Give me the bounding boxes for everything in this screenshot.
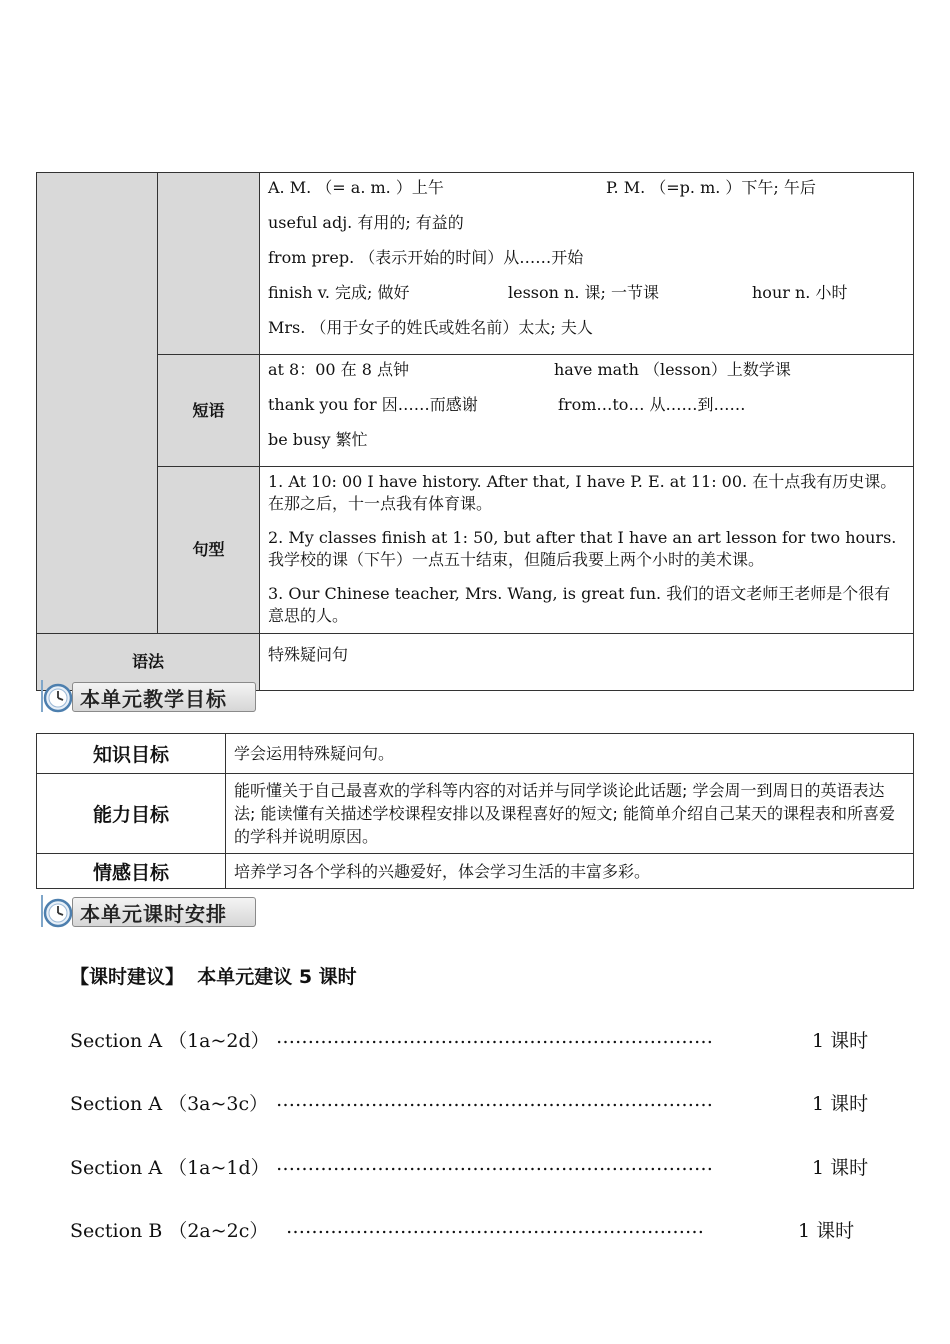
sentence-item: 2. My classes finish at 1: 50, but after that I have an art lesson for two hours. 我学校的课（下午）一点五十结束，但随后我要上两个小时的美术课。 [268, 528, 897, 569]
phrase-item: be busy 繁忙 [268, 430, 368, 449]
leader-dots: …………………………………………………………… [276, 1153, 713, 1175]
words-content [260, 173, 914, 355]
unit-category-cell [37, 173, 158, 634]
word-item: from prep. （表示开始的时间）从……开始 [268, 248, 584, 267]
phrase-item: from…to… 从……到…… [558, 395, 746, 414]
word-item: Mrs. （用于女子的姓氏或姓名前）太太; 夫人 [268, 318, 593, 337]
schedule-heading: 【课时建议】 本单元建议 5 课时 [70, 966, 357, 988]
goal-label: 知识目标 [37, 734, 226, 774]
leader-dots: …………………………………………………………… [276, 1089, 713, 1111]
sentences-content [260, 467, 914, 634]
goal-row [37, 734, 914, 774]
phrases-label: 短语 [158, 355, 260, 467]
phrase-line [268, 357, 905, 392]
schedule-item [70, 1026, 869, 1053]
leader-dots: ………………………………………………………… [286, 1216, 704, 1238]
clock-icon [36, 678, 76, 714]
grammar-label: 语法 [37, 634, 260, 691]
schedule-item-hours: 1 课时 [798, 1220, 855, 1242]
goals-banner [36, 678, 256, 714]
word-item: P. M. （=p. m. ）下午; 午后 [606, 178, 816, 197]
word-line [268, 210, 905, 245]
words-category-cell [158, 173, 260, 355]
sentences-label: 句型 [158, 467, 260, 634]
leader-dots: …………………………………………………………… [276, 1026, 713, 1048]
word-item: finish v. 完成; 做好 [268, 283, 410, 302]
goals-banner-title: 本单元教学目标 [80, 687, 227, 711]
schedule-item [70, 1089, 869, 1116]
schedule-item-hours: 1 课时 [812, 1093, 869, 1115]
phrases-content [260, 355, 914, 467]
phrase-line [268, 427, 905, 462]
goal-row [37, 774, 914, 854]
schedule-banner-title: 本单元课时安排 [80, 902, 227, 926]
phrase-line [268, 392, 905, 427]
word-item: hour n. 小时 [752, 283, 848, 302]
goal-text: 能听懂关于自己最喜欢的学科等内容的对话并与同学谈论此话题; 学会周一到周日的英语表达法; 能读懂有关描述学校课程安排以及课程喜好的短文; 能简单介绍自己某天的课程表和所喜爱的学科并说明原因。 [226, 774, 914, 854]
sentence-item: 1. At 10: 00 I have history. After that, I have P. E. at 11: 00. 在十点我有历史课。在那之后，十一点我有体育课。 [268, 472, 897, 513]
word-line [268, 280, 905, 315]
goal-label: 能力目标 [37, 774, 226, 854]
schedule-item-name: Section A （1a~1d） [70, 1157, 270, 1179]
word-item: A. M. （= a. m. ）上午 [268, 178, 444, 197]
goal-text: 培养学习各个学科的兴趣爱好，体会学习生活的丰富多彩。 [226, 854, 914, 889]
vocabulary-table [36, 172, 914, 691]
schedule-item-hours: 1 课时 [812, 1157, 869, 1179]
word-line [268, 315, 905, 350]
schedule-item [70, 1216, 855, 1243]
word-line [268, 175, 905, 210]
goal-label: 情感目标 [37, 854, 226, 889]
phrase-item: have math （lesson）上数学课 [554, 360, 791, 379]
phrase-item: at 8：00 在 8 点钟 [268, 360, 410, 379]
schedule-banner [36, 893, 256, 929]
sentence-item: 3. Our Chinese teacher, Mrs. Wang, is great fun. 我们的语文老师王老师是个很有意思的人。 [268, 584, 891, 625]
word-item: lesson n. 课; 一节课 [508, 283, 659, 302]
phrase-item: thank you for 因……而感谢 [268, 395, 478, 414]
schedule-item-name: Section B （2a~2c） [70, 1220, 269, 1242]
goals-table [36, 733, 914, 889]
goal-row [37, 854, 914, 889]
schedule-item-name: Section A （1a~2d） [70, 1030, 270, 1052]
word-line [268, 245, 905, 280]
schedule-item [70, 1153, 869, 1180]
clock-icon [36, 893, 76, 929]
schedule-item-name: Section A （3a~3c） [70, 1093, 269, 1115]
schedule-item-hours: 1 课时 [812, 1030, 869, 1052]
grammar-content: 特殊疑问句 [260, 634, 914, 691]
goal-text: 学会运用特殊疑问句。 [226, 734, 914, 774]
word-item: useful adj. 有用的; 有益的 [268, 213, 464, 232]
